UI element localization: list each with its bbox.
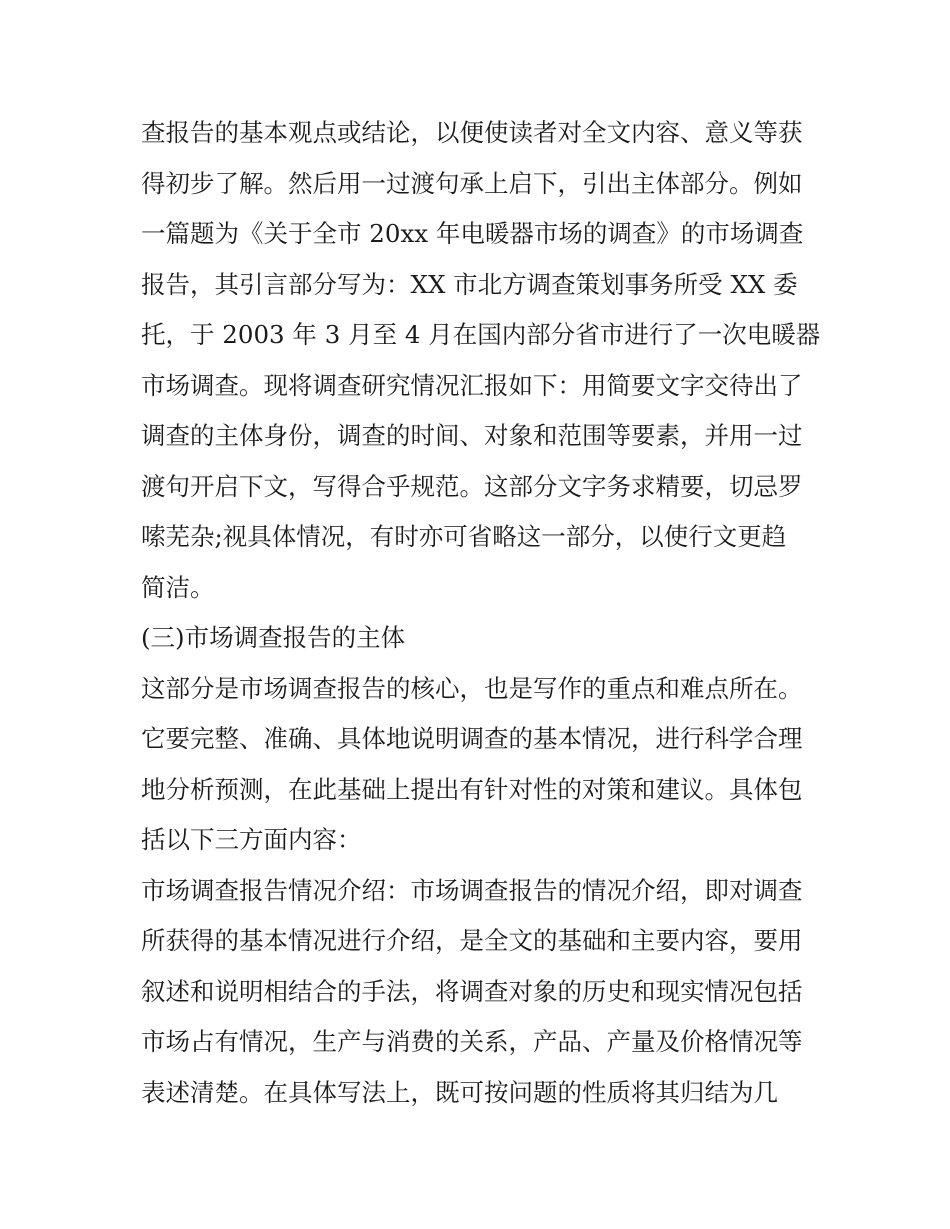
text-line: 所获得的基本情况进行介绍，是全文的基础和主要内容，要用 bbox=[141, 926, 803, 955]
text-line: 调查的主体身份，调查的时间、对象和范围等要素，并用一过 bbox=[141, 421, 803, 450]
text-line: 报告，其引言部分写为：XX 市北方调查策划事务所受 XX 委 bbox=[141, 269, 798, 299]
text-line: 括以下三方面内容： bbox=[141, 825, 362, 854]
text-line: 渡句开启下文，写得合乎规范。这部分文字务求精要，切忌罗 bbox=[141, 471, 803, 501]
text-line: 市场调查报告情况介绍：市场调查报告的情况介绍，即对调查 bbox=[141, 875, 803, 905]
section-heading: (三)市场调查报告的主体 bbox=[141, 623, 406, 652]
text-line: 托，于 2003 年 3 月至 4 月在国内部分省市进行了一次电暖器 bbox=[141, 320, 821, 349]
text-line: 一篇题为《关于全市 20xx 年电暖器市场的调查》的市场调查 bbox=[141, 219, 804, 248]
text-line: 查报告的基本观点或结论，以便使读者对全文内容、意义等获 bbox=[141, 118, 803, 147]
text-line: 得初步了解。然后用一过渡句承上启下，引出主体部分。例如 bbox=[141, 168, 803, 198]
text-line: 市场调查。现将调查研究情况汇报如下：用简要文字交待出了 bbox=[141, 370, 803, 400]
text-line: 地分析预测，在此基础上提出有针对性的对策和建议。具体包 bbox=[141, 774, 803, 804]
text-line: 简洁。 bbox=[141, 572, 215, 602]
text-line: 这部分是市场调查报告的核心，也是写作的重点和难点所在。 bbox=[141, 673, 803, 703]
text-line: 市场占有情况，生产与消费的关系，产品、产量及价格情况等 bbox=[141, 1027, 803, 1056]
text-line: 表述清楚。在具体写法上，既可按问题的性质将其归结为几 bbox=[141, 1077, 778, 1107]
text-line: 它要完整、准确、具体地说明调查的基本情况，进行科学合理 bbox=[141, 724, 803, 753]
document-body bbox=[141, 108, 821, 1118]
text-line: 叙述和说明相结合的手法，将调查对象的历史和现实情况包括 bbox=[141, 976, 803, 1006]
text-line: 嗦芜杂;视具体情况，有时亦可省略这一部分，以使行文更趋 bbox=[141, 522, 787, 551]
